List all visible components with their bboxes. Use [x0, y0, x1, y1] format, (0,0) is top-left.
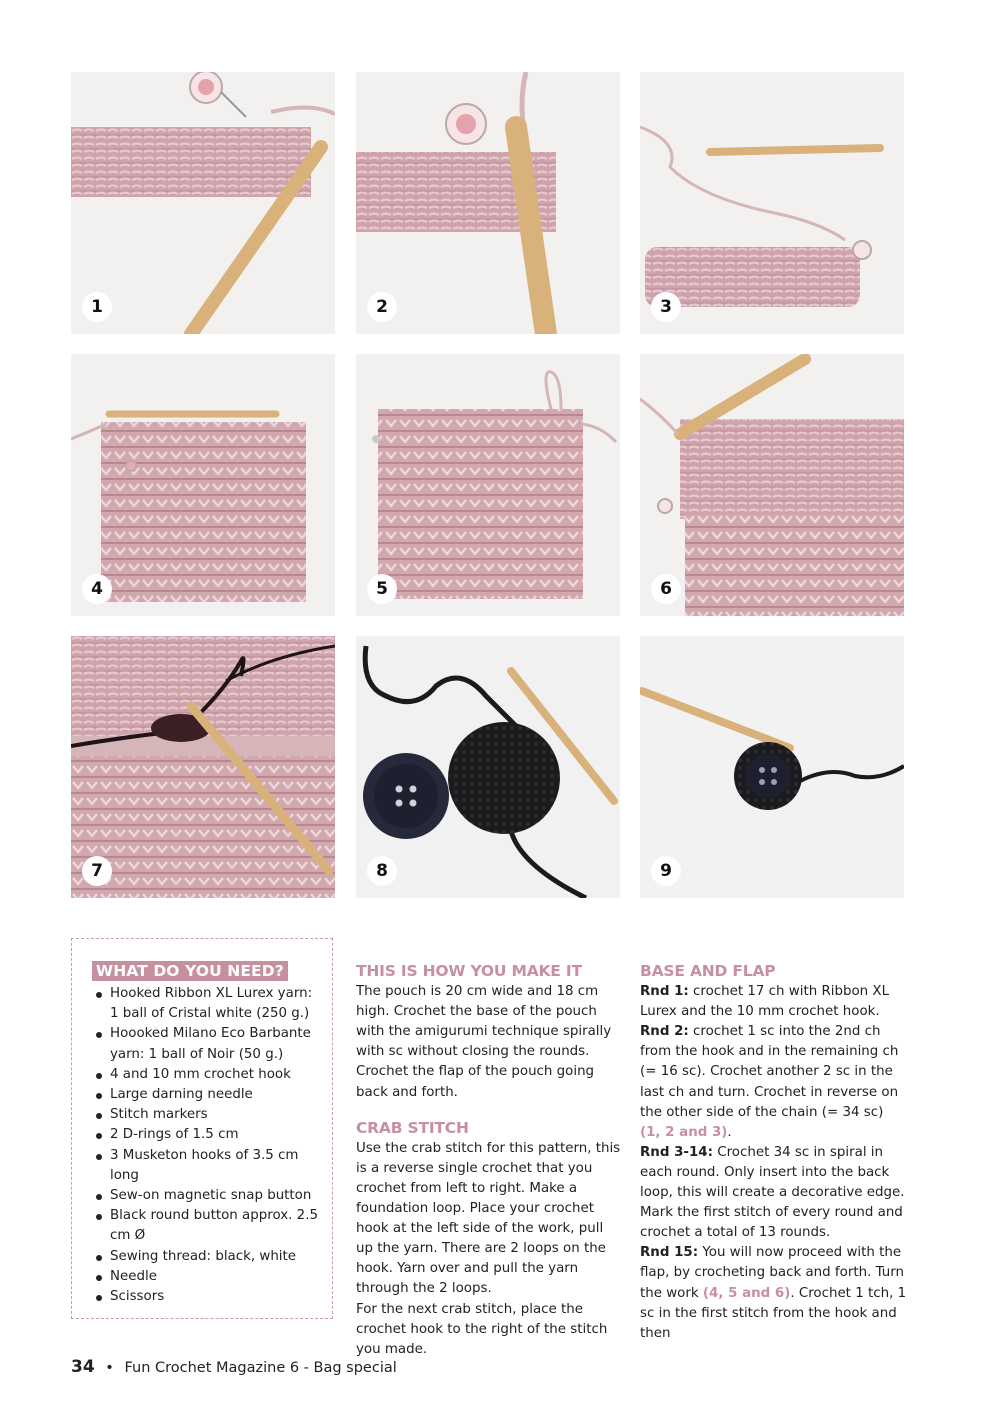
- step-number-6: 6: [651, 574, 681, 604]
- photo-step-8: [356, 636, 620, 898]
- round-text: crochet 17 ch with Ribbon XL Lurex and the 10 mm crochet hook.: [640, 984, 890, 1020]
- crochet-photo-image: [71, 636, 335, 898]
- round-label: Rnd 15:: [640, 1245, 699, 1261]
- round-text-end: . Crochet 1 tch, 1 sc in the first stitch from the hook and then: [640, 1285, 907, 1341]
- crab-paragraph-2: For the next crab stitch, place the crochet hook to the right of the stitch you made.: [356, 1301, 608, 1357]
- step-number-4: 4: [82, 574, 112, 604]
- list-item: Large darning needle: [92, 1085, 324, 1105]
- step-number-2: 2: [367, 292, 397, 322]
- instructions-column-right: [640, 961, 908, 1344]
- materials-list: [92, 984, 324, 1307]
- list-item: 4 and 10 mm crochet hook: [92, 1065, 324, 1085]
- list-item: 2 D-rings of 1.5 cm: [92, 1125, 324, 1145]
- photo-step-5: [356, 354, 620, 616]
- photo-step-7: [71, 636, 335, 898]
- list-item: Stitch markers: [92, 1105, 324, 1125]
- step-number-3: 3: [651, 292, 681, 322]
- crochet-photo-image: [356, 636, 620, 898]
- how-paragraph: The pouch is 20 cm wide and 18 cm high. Crochet the base of the pouch with the amigurumi technique spirally with sc without closing the rounds. Crochet the flap of the pouch going back and forth.: [356, 984, 612, 1100]
- round-3-14: [640, 1143, 908, 1243]
- round-1: [640, 982, 908, 1022]
- round-text: You will now proceed with the flap, by crocheting back and forth. Turn the work: [640, 1245, 904, 1301]
- step-number-5: 5: [367, 574, 397, 604]
- list-item: Needle: [92, 1267, 324, 1287]
- round-text: crochet 1 sc into the 2nd ch from the hook and in the remaining ch (= 16 sc). Crochet another 2 sc in the last ch and turn. Crochet in reverse on the other side of the chain (= 34 sc): [640, 1024, 899, 1120]
- photo-step-2: [356, 72, 620, 334]
- photo-step-9: [640, 636, 904, 898]
- round-15: [640, 1243, 908, 1343]
- list-item: Sewing thread: black, white: [92, 1247, 324, 1267]
- step-number-9: 9: [651, 856, 681, 886]
- magazine-title: Fun Crochet Magazine 6 - Bag special: [124, 1360, 397, 1376]
- list-item: Sew-on magnetic snap button: [92, 1186, 324, 1206]
- crochet-photo-image: [356, 354, 620, 616]
- list-item: Hoooked Milano Eco Barbante yarn: 1 ball of Noir (50 g.): [92, 1024, 324, 1064]
- photo-step-1: [71, 72, 335, 334]
- round-text-end: .: [727, 1124, 732, 1140]
- crab-paragraph-1: Use the crab stitch for this pattern, this is a reverse single crochet that you crochet from left to right. Make a foundation loop. Place your crochet hook at the left side of the work, pull up the yarn. There are 2 loops on the hook. Yarn over and pull the yarn through the 2 loops.: [356, 1140, 621, 1297]
- round-label: Rnd 3-14:: [640, 1144, 713, 1160]
- list-item: Hooked Ribbon XL Lurex yarn: 1 ball of Cristal white (250 g.): [92, 984, 324, 1024]
- list-item: Scissors: [92, 1287, 324, 1307]
- instructions-column-middle: [356, 961, 624, 1360]
- materials-box: [71, 938, 333, 1319]
- photo-step-4: [71, 354, 335, 616]
- crochet-photo-image: [71, 72, 335, 334]
- photo-reference: (1, 2 and 3): [640, 1124, 728, 1140]
- page-footer: [71, 1357, 397, 1377]
- section-heading-how: THIS IS HOW YOU MAKE IT: [356, 962, 582, 980]
- step-number-8: 8: [367, 856, 397, 886]
- step-number-1: 1: [82, 292, 112, 322]
- list-item: 3 Musketon hooks of 3.5 cm long: [92, 1146, 324, 1186]
- round-label: Rnd 1:: [640, 984, 689, 1000]
- materials-title: WHAT DO YOU NEED?: [92, 961, 288, 981]
- section-heading-crab-stitch: CRAB STITCH: [356, 1118, 469, 1137]
- photo-step-3: [640, 72, 904, 334]
- crochet-photo-image: [356, 72, 620, 334]
- round-2: [640, 1022, 908, 1143]
- round-text: Crochet 34 sc in spiral in each round. Only insert into the back loop, this will create a decorative edge. Mark the first stitch of every round and crochet a total of 13 rounds.: [640, 1144, 905, 1241]
- photo-reference: (4, 5 and 6): [702, 1285, 791, 1301]
- step-number-7: 7: [82, 856, 112, 886]
- list-item: Black round button approx. 2.5 cm Ø: [92, 1206, 324, 1246]
- footer-separator: •: [105, 1360, 114, 1376]
- crochet-photo-image: [640, 354, 904, 616]
- round-label: Rnd 2:: [640, 1024, 689, 1040]
- section-heading-base-flap: BASE AND FLAP: [640, 962, 776, 980]
- page-number: 34: [71, 1357, 95, 1377]
- crochet-photo-image: [71, 354, 335, 616]
- crochet-photo-image: [640, 636, 904, 898]
- photo-step-6: [640, 354, 904, 616]
- crochet-photo-image: [640, 72, 904, 334]
